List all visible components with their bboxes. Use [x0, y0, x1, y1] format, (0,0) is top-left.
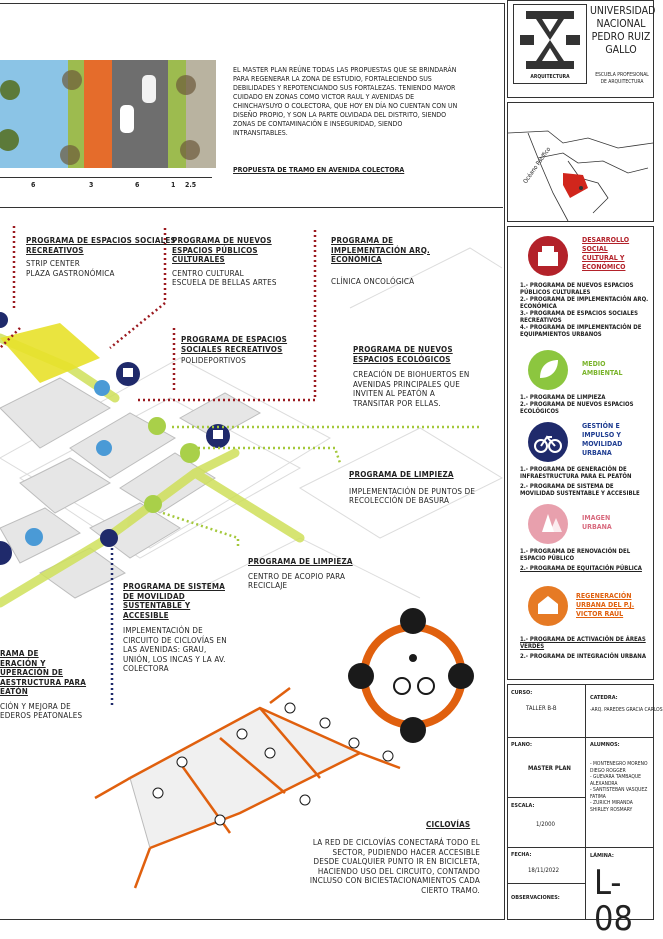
tree-icon — [528, 504, 568, 544]
ocean-label: Océano Pacífico — [522, 146, 553, 186]
location-map — [507, 102, 654, 222]
divider — [508, 797, 586, 798]
legend-item: 1.- PROGRAMA DE RENOVACIÓN DEL ESPACIO PÚBLICO — [520, 548, 631, 562]
plano-value: MASTER PLAN — [528, 765, 571, 772]
label-body: CREACIÓN DE BIOHUERTOS EN AVENIDAS PRINCIPALES QUE INVITEN AL PEATÓN A TRANSITAR POR ELLAS. — [353, 370, 470, 408]
school-name: ESCUELA PROFESIONAL DE ARQUITECTURA — [595, 72, 649, 85]
ciclovias-description: LA RED DE CICLOVÍAS CONECTARÁ TODO EL SECTOR, PUDIENDO HACER ACCESIBLE DESDE CUALQUIER PUNTO IR EN BICICLETA, HACIENDO USO DEL CIRCUITO, CONTANDO INCLUSO CON BICIESTACIONAMIENTOS CADA CIERTO TRAMO. — [309, 838, 480, 895]
escala-value: 1/2000 — [536, 821, 555, 828]
lamina-value: L-08 — [594, 863, 633, 939]
legend-item: 1.- PROGRAMA DE ACTIVACIÓN DE ÁREAS VERDES — [520, 636, 646, 650]
alumno: - ZURICH MIRANDA SHIRLEY ROSMARY — [590, 800, 633, 813]
curso-value: TALLER B-B — [526, 705, 557, 712]
label-title: PROGRAMA DE NUEVOS ESPACIOS PÚBLICOS CULTURALES — [172, 236, 272, 264]
label-title: PROGRAMA DE IMPLEMENTACIÓN ARQ. ECONÓMICA — [331, 236, 430, 264]
label-limpieza-1 — [349, 470, 477, 506]
dimension-value: 6 — [31, 181, 36, 189]
label-espacios-ecologicos — [353, 345, 478, 408]
legend-items — [520, 636, 650, 660]
divider — [508, 847, 653, 848]
legend-item: 2.- PROGRAMA DE IMPLEMENTACIÓN ARQ. ECONÓMICA — [520, 296, 649, 310]
alumnos-label: ALUMNOS: — [590, 742, 620, 748]
alumno: - SANTISTEBAN VASQUEZ FATIMA — [590, 787, 648, 800]
fecha-label: FECHA: — [511, 852, 532, 858]
label-body: CENTRO CULTURAL ESCUELA DE BELLAS ARTES — [172, 268, 277, 287]
label-title: PROGRAMA DE NUEVOS ESPACIOS ECOLÓGICOS — [353, 345, 453, 364]
legend-title: REGENERACIÓN URBANA DEL P.J. VICTOR RAÚL — [576, 592, 635, 618]
alumnos-list — [590, 761, 652, 813]
logo-icon — [514, 5, 586, 75]
label-title: PROGRAMA DE ESPACIOS SOCIALES RECREATIVOS — [181, 335, 288, 354]
label-movilidad-sustentable — [123, 582, 233, 674]
label-infraestructura-peaton — [0, 649, 100, 721]
catedra-value: -ARQ. PAREDES GRACIA CARLOS — [590, 707, 663, 713]
label-title: PROGRAMA DE LIMPIEZA — [248, 557, 353, 566]
street-dimension-line — [0, 177, 212, 178]
legend-item: 2.- PROGRAMA DE EQUITACIÓN PÚBLICA — [520, 565, 642, 572]
label-body: STRIP CENTER PLAZA GASTRONÓMICA — [26, 259, 115, 278]
legend-item: 3.- PROGRAMA DE ESPACIOS SOCIALES RECREATIVOS — [520, 310, 638, 324]
label-arq-economica — [331, 236, 451, 286]
label-espacios-sociales-1 — [26, 236, 176, 278]
legend-items — [520, 282, 650, 338]
legend-item: 1.- PROGRAMA DE NUEVOS ESPACIOS PÚBLICOS CULTURALES — [520, 282, 634, 296]
bicycle-icon — [528, 422, 568, 462]
legend-item: 2.- PROGRAMA DE NUEVOS ESPACIOS ECOLÓGICOS — [520, 401, 634, 415]
legend-item: 4.- PROGRAMA DE IMPLEMENTACIÓN DE EQUIPAMIENTOS URBANOS — [520, 324, 642, 338]
legend-item: 2.- PROGRAMA DE INTEGRACIÓN URBANA — [520, 653, 647, 660]
legend-title: GESTIÓN E IMPULSO Y MOVILIDAD URBANA — [582, 422, 623, 457]
label-title: PROGRAMA DE SISTEMA DE MOVILIDAD SUSTENTABLE Y ACCESIBLE — [123, 582, 225, 620]
dimension-value: 3 — [89, 181, 94, 189]
dimension-value: 6 — [135, 181, 140, 189]
alumno: - GUEVARA TAMBAQUE ALEXANDRA — [590, 774, 641, 787]
label-body: CIÓN Y MEJORA DE EDEROS PEATONALES — [0, 701, 83, 720]
lamina-label: LÁMINA: — [590, 853, 614, 859]
label-title: PROGRAMA DE ESPACIOS SOCIALES RECREATIVOS — [26, 236, 176, 255]
legend-title: DESARROLLO SOCIAL CULTURAL Y ECONÓMICO — [582, 236, 630, 271]
escala-label: ESCALA: — [511, 803, 535, 809]
legend-item: 2.- PROGRAMA DE SISTEMA DE MOVILIDAD SUSTENTABLE Y ACCESIBLE — [520, 483, 640, 497]
leaf-icon — [528, 350, 568, 390]
houses-icon — [528, 586, 568, 626]
label-espacios-culturales — [172, 236, 282, 288]
street-dimensions — [0, 181, 216, 193]
master-plan-description: EL MASTER PLAN REÚNE TODAS LAS PROPUESTAS QUE SE BRINDARÁN PARA REGENERAR LA ZONA DE ESTUDIO, FORTALECIENDO SUS DEBILIDADES Y REPOTENCIANDO SUS FORTALEZAS. TENIENDO MAYOR CUIDADO EN ZONAS COMO VICTOR RAUL Y AVENIDAS DE CHINCHAYSUYO O COLECTORA, QUE HOY EN DÍA NO CUENTAN CON UN DISEÑO PROPIO, Y SON LA PARTE OLVIDADA DEL DISTRITO, SIENDO ZONAS DE CONTAMINACIÓN E INSEGURIDAD, SIENDO INTRANSITABLES. — [233, 66, 458, 137]
plano-label: PLANO: — [511, 742, 532, 748]
catedra-label: CATEDRA: — [590, 695, 618, 701]
street-caption: PROPUESTA DE TRAMO EN AVENIDA COLECTORA — [233, 166, 405, 174]
label-body: POLIDEPORTIVOS — [181, 356, 246, 365]
label-espacios-sociales-2 — [181, 335, 306, 366]
label-body: IMPLEMENTACIÓN DE CIRCUITO DE CICLOVÍAS EN LAS AVENIDAS: GRAU, UNIÓN, LOS INCAS Y LA AV. COLECTORA — [123, 626, 227, 673]
legend-items — [520, 548, 650, 572]
fecha-value: 18/11/2022 — [528, 867, 560, 874]
logo-text: ARQUITECTURA — [530, 74, 570, 80]
university-logo — [513, 4, 587, 84]
ciclovias-title: CICLOVÍAS — [426, 820, 471, 829]
divider — [508, 737, 653, 738]
dimension-value: 1 — [171, 181, 176, 189]
label-title: PROGRAMA DE LIMPIEZA — [349, 470, 454, 479]
legend-title: IMAGEN URBANA — [582, 514, 612, 531]
legend-item: 1.- PROGRAMA DE LIMPIEZA — [520, 394, 606, 401]
alumno: - MONTENEGRO MORENO DIEGO ROGGER — [590, 761, 648, 774]
title-block — [507, 684, 663, 939]
legend-title: MEDIO AMBIENTAL — [582, 360, 623, 377]
legend-items — [520, 394, 650, 415]
label-body: IMPLEMENTACIÓN DE PUNTOS DE RECOLECCIÓN DE BASURA — [349, 486, 476, 505]
label-body: CENTRO DE ACOPIO PARA RECICLAJE — [248, 571, 346, 590]
label-body: CLÍNICA ONCOLÓGICA — [331, 276, 415, 286]
legend-items — [520, 466, 650, 497]
divider — [508, 883, 586, 884]
legend-item: 1.- PROGRAMA DE GENERACIÓN DE INFRAESTRUCTURA PARA EL PEATÓN — [520, 466, 632, 480]
label-limpieza-2 — [248, 557, 368, 591]
building-icon — [528, 236, 568, 276]
observaciones-label: OBSERVACIONES: — [511, 895, 560, 901]
street-section-render — [0, 60, 216, 168]
curso-label: CURSO: — [511, 690, 533, 696]
university-name: UNIVERSIDAD NACIONAL PEDRO RUIZ GALLO — [590, 5, 656, 56]
dimension-value: 2.5 — [185, 181, 197, 189]
label-title: RAMA DE ERACIÓN Y UPERACIÓN DE AESTRUCTURA PARA EATÓN — [0, 649, 87, 696]
